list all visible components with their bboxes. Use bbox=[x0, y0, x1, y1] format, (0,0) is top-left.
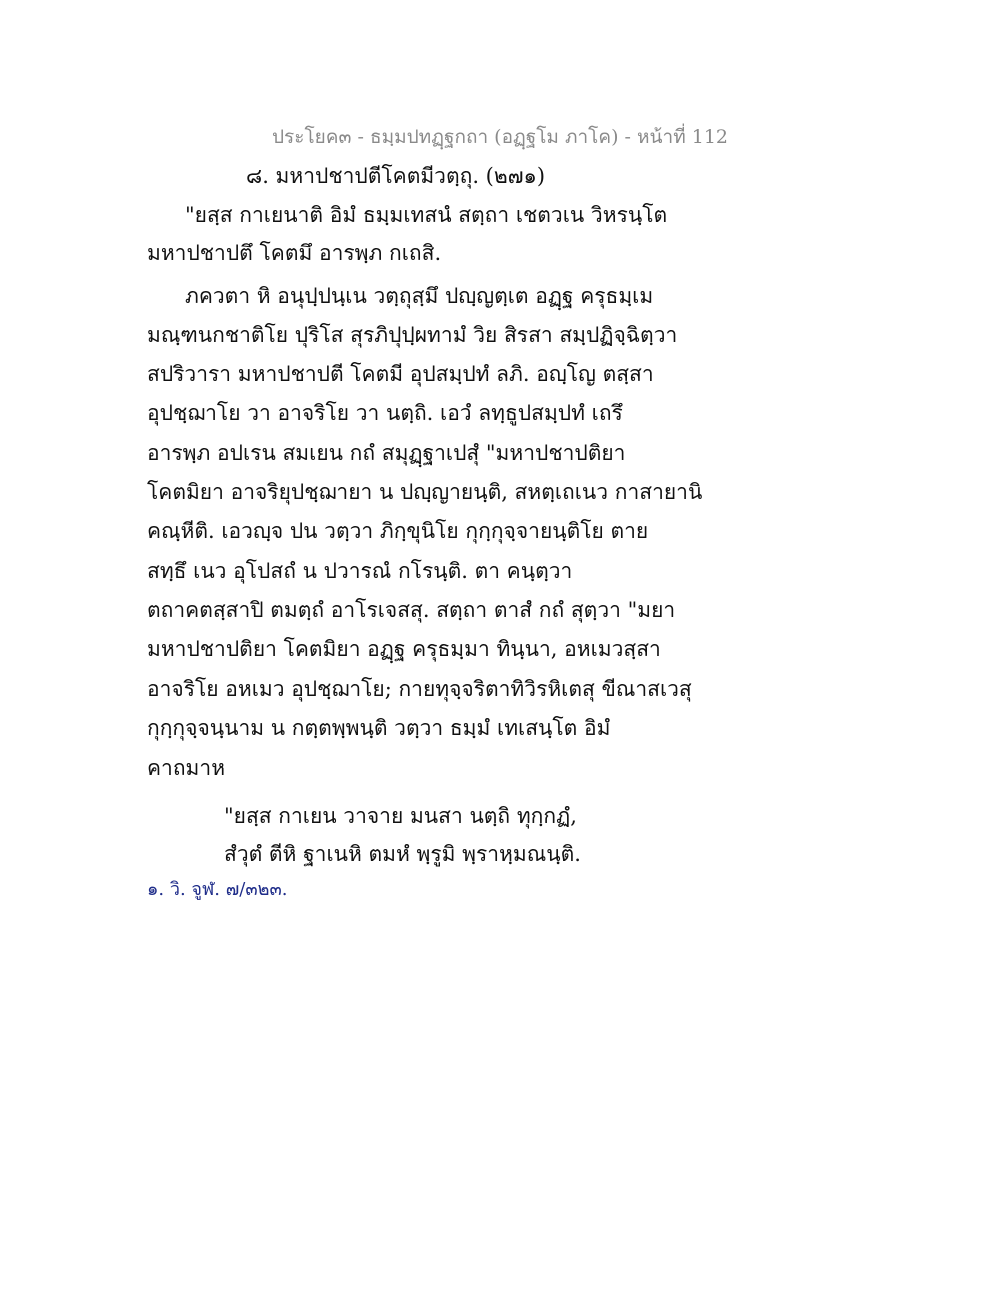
body-line: "ยสฺส กาเยนาติ อิมํ ธมฺมเทสนํ สตฺถา เชตวเน วิหรนฺโต bbox=[185, 203, 668, 227]
running-header bbox=[0, 122, 1000, 152]
body-line: อาจริโย อหเมว อุปชฺฌาโย; กายทุจฺจริตาทิวิรหิเตสุ ขีณาสเวสุ bbox=[147, 677, 692, 701]
footnote: ๑. วิ. จูฬ. ๗/๓๒๓. bbox=[147, 879, 288, 900]
body-line: อุปชฺฌาโย วา อาจริโย วา นตฺถิ. เอวํ ลทฺธูปสมฺปทํ เถรึ bbox=[147, 401, 623, 425]
body-line: อารพฺภ อปเรน สมเยน กถํ สมุฏฺฐาเปสุํ "มหาปชาปติยา bbox=[147, 441, 626, 465]
body-line: คณฺหีติ. เอวญฺจ ปน วตฺวา ภิกฺขุนิโย กุกฺกุจฺจายนฺติโย ตาย bbox=[147, 519, 649, 543]
body-line: สปริวารา มหาปชาปตี โคตมี อุปสมฺปทํ ลภิ. อญฺโญ ตสฺสา bbox=[147, 362, 654, 386]
body-line: มณฺฑนกชาติโย ปุริโส สุรภิปุปฺผทามํ วิย สิรสา สมฺปฏิจฺฉิตฺวา bbox=[147, 323, 678, 347]
body-line: กุกฺกุจฺจนฺนาม น กตฺตพฺพนฺติ วตฺวา ธมฺมํ เทเสนฺโต อิมํ bbox=[147, 716, 611, 740]
body-line: คาถมาห bbox=[147, 756, 226, 780]
section-title: ๘. มหาปชาปตีโคตมีวตฺถุ. (๒๗๑) bbox=[246, 164, 546, 188]
verse-line: "ยสฺส กาเยน วาจาย มนสา นตฺถิ ทุกฺกฏํ, bbox=[224, 804, 577, 828]
running-header-text: ประโยค๓ - ธมฺมปทฏฺฐกถา (อฏฺฐโม ภาโค) - หน้าที่ 112 bbox=[271, 126, 729, 148]
body-line: ภควตา หิ อนุปฺปนฺเน วตฺถุสฺมึ ปญฺญตฺเต อฏฺฐ ครุธมฺเม bbox=[185, 284, 654, 308]
body-line: สทฺธึ เนว อุโปสถํ น ปวารณํ กโรนฺติ. ตา คนฺตฺวา bbox=[147, 559, 573, 583]
body-line: โคตมิยา อาจริยุปชฺฌายา น ปญฺญายนฺติ, สหตฺเถเนว กาสายานิ bbox=[147, 480, 703, 504]
body-line: มหาปชาปติยา โคตมิยา อฏฺฐ ครุธมฺมา ทินฺนา, อหเมวสฺสา bbox=[147, 637, 661, 661]
verse-line: สํวุตํ ตีหิ ฐาเนหิ ตมหํ พฺรูมิ พฺราหฺมณนฺติ. bbox=[224, 842, 581, 866]
body-line: มหาปชาปตึ โคตมึ อารพฺภ กเถสิ. bbox=[147, 241, 442, 265]
body-line: ตถาคตสฺสาปิ ตมตฺถํ อาโรเจสสุ. สตฺถา ตาสํ กถํ สุตฺวา "มยา bbox=[147, 598, 676, 622]
